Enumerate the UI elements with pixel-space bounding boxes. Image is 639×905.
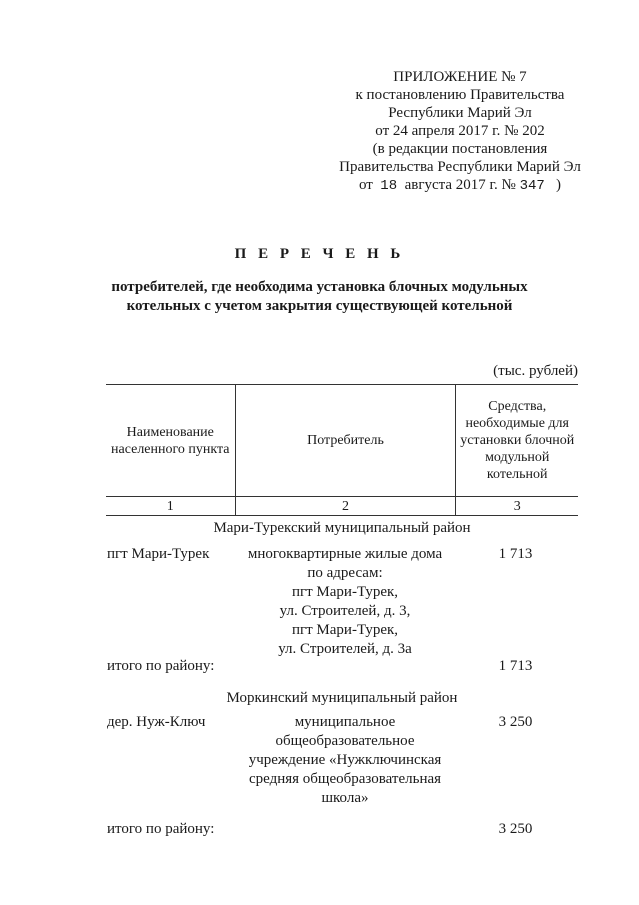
column-number-row [106,497,578,516]
amount-value: 1 713 [498,546,533,562]
table-header [106,384,578,516]
consumer-line: пгт Мари-Турек, [291,584,399,600]
column-header-locality: Наименование населенного пункта [106,385,235,497]
consumer-line: муниципальное [294,714,396,730]
consumer-line: средняя общеобразовательная [248,771,442,787]
consumer-line: пгт Мари-Турек, [291,622,399,638]
consumer-line: учреждение «Нужключинская [248,752,442,768]
consumer-line: ул. Строителей, д. 3а [278,641,412,657]
column-number: 2 [235,497,456,516]
consumer-line: ул. Строителей, д. 3, [279,603,411,619]
consumer-line: школа» [321,790,369,806]
subtitle-line: потребителей, где необходима установка блочных модульных [111,279,528,295]
locality-name: дер. Нуж-Ключ [107,714,206,730]
date-suffix: ) [556,177,562,193]
consumer-description [232,545,458,659]
consumer-line: многоквартирные жилые дома [247,546,443,562]
header-line: Правительства Республики Марий Эл [339,159,581,175]
header-line: от 24 апреля 2017 г. № 202 [375,123,545,139]
district-total-amount: 1 713 [498,658,533,674]
date-mid: августа 2017 г. № [404,177,516,193]
consumer-description [232,713,458,808]
district-heading: Моркинский муниципальный район [226,690,458,706]
unit-label: (тыс. рублей) [493,363,578,379]
date-prefix: от [358,177,373,193]
header-line: к постановлению Правительства [355,87,565,103]
district-total-amount: 3 250 [498,821,533,837]
subtitle-line: котельных с учетом закрытия существующей котельной [126,298,513,314]
header-line: (в редакции постановления [372,141,548,157]
appendix-header [330,68,590,195]
consumer-line: общеобразовательное [275,733,415,749]
district-heading: Мари-Турекский муниципальный район [213,520,471,536]
appendix-number: ПРИЛОЖЕНИЕ № 7 [393,69,527,85]
district-total-label: итого по району: [107,658,215,674]
amendment-date-line [330,176,590,195]
document-subtitle [0,278,639,316]
document-title: П Е Р Е Ч Е Н Ь [234,246,405,262]
column-number: 1 [106,497,235,516]
amount-value: 3 250 [498,714,533,730]
amendment-day: 18 [380,178,398,194]
amendment-number: 347 [519,178,545,194]
consumer-line: по адресам: [307,565,383,581]
district-total-label: итого по району: [107,821,215,837]
table-header-row [106,385,578,497]
column-header-consumer: Потребитель [235,385,456,497]
column-number: 3 [456,497,578,516]
locality-name: пгт Мари-Турек [107,546,210,562]
column-header-funds: Средства, необходимые для установки блочной модульной котельной [456,385,578,497]
header-line: Республики Марий Эл [388,105,532,121]
